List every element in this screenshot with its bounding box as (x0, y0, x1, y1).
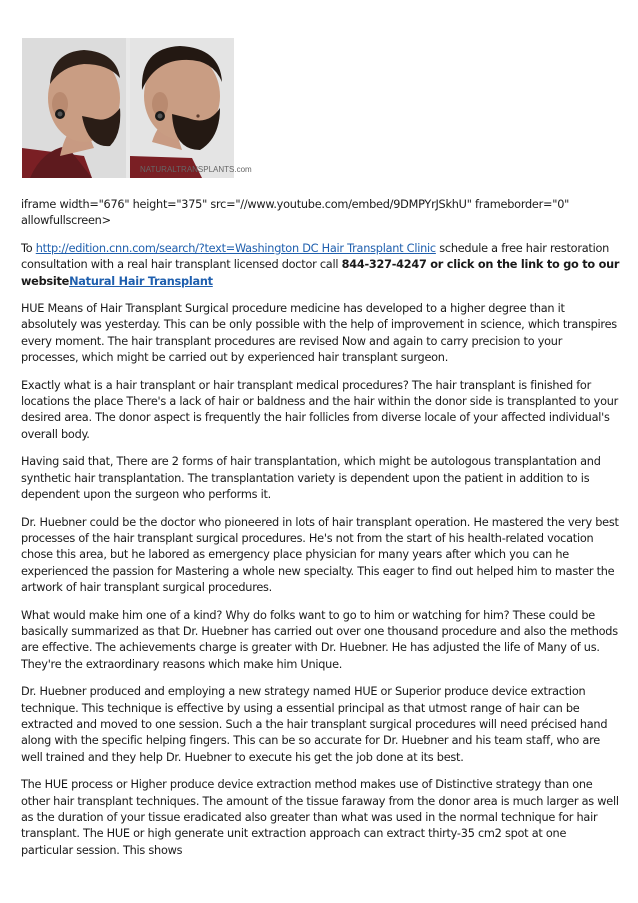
paragraph: HUE Means of Hair Transplant Surgical procedure medicine has developed to a higher degree than it absolutely was yesterday. This can be only possible with the help of improvement in science, which transpires every moment. The hair transplant procedures are revised Now and again to carry precision to your processes, which might be carried out by experienced hair transplant surgeon. (21, 302, 617, 365)
paragraph: Dr. Huebner produced and employing a new strategy named HUE or Superior produce device extraction technique. This technique is effective by using a essential principal as that utmost range of hair can be extracted and moved to one session. Such a the hair transplant surgical procedures will need précised hand along with the specific helping fingers. This can be so accurate for Dr. Huebner and his team staff, who are well trained and they help Dr. Huebner to execute his get the job done at its best. (21, 685, 608, 764)
paragraph: Having said that, There are 2 forms of hair transplantation, which might be autologous transplantation and synthetic hair transplantation. The transplantation variety is dependent upon the patient in addition to is dependent upon the surgeon who performs it. (21, 455, 601, 502)
paragraph: The HUE process or Higher produce device extraction method makes use of Distinctive strategy than one other hair transplant techniques. The amount of the tissue faraway from the donor area is much larger as well as the duration of your tissue eradicated also greater than what was used in the normal technique for hair transplant. The HUE or high generate unit extraction approach can extract thirty-35 cm2 spot at one particular session. This shows (21, 778, 619, 857)
intro-paragraph (21, 241, 621, 290)
cnn-search-link[interactable]: http://edition.cnn.com/search/?text=Washington DC Hair Transplant Clinic (35, 241, 436, 255)
phone-cta: 844-327-4247 or click on the link to go to our website (21, 258, 620, 288)
intro-lead: To (21, 241, 36, 255)
intro-middle: schedule a free hair restoration consultation with a real hair transplant licensed doctor call (21, 241, 610, 272)
embed-code-text: iframe width="676" height="375" src="//www.youtube.com/embed/9DMPYrJSkhU" frameborder="0" allowfullscreen> (21, 198, 570, 228)
watermark-text: NATURALTRANSPLANTS.com (140, 165, 252, 174)
natural-hair-transplant-link[interactable]: Natural Hair Transplant (69, 274, 213, 288)
paragraph: What would make him one of a kind? Why do folks want to go to him or watching for him? These could be basically summarized as that Dr. Huebner has carried out over one thousand procedure and also the methods are effective. The achievements charge is greater with Dr. Huebner. He has adjusted the life of Many of us. They're the extraordinary reasons which make him Unique. (21, 608, 618, 671)
before-after-photo (22, 38, 252, 178)
patient-photo-illustration (22, 38, 252, 178)
article-body (21, 197, 621, 870)
paragraph: Exactly what is a hair transplant or hair transplant medical procedures? The hair transplant is finished for locations the place There's a lack of hair or baldness and the hair within the donor side is transplanted to your desired area. The donor aspect is frequently the hair follicles from diverse locale of your affected individual's overall body. (21, 378, 619, 441)
paragraph: Dr. Huebner could be the doctor who pioneered in lots of hair transplant operation. He mastered the very best processes of the hair transplant surgical procedures. He's not from the start of his health-related vocation chose this area, but he labored as emergency place physician for many years after which you can he experienced the passion for Mastering a whole new specialty. This eager to find out helped him to master the artwork of hair transplant surgical procedures. (21, 515, 619, 595)
